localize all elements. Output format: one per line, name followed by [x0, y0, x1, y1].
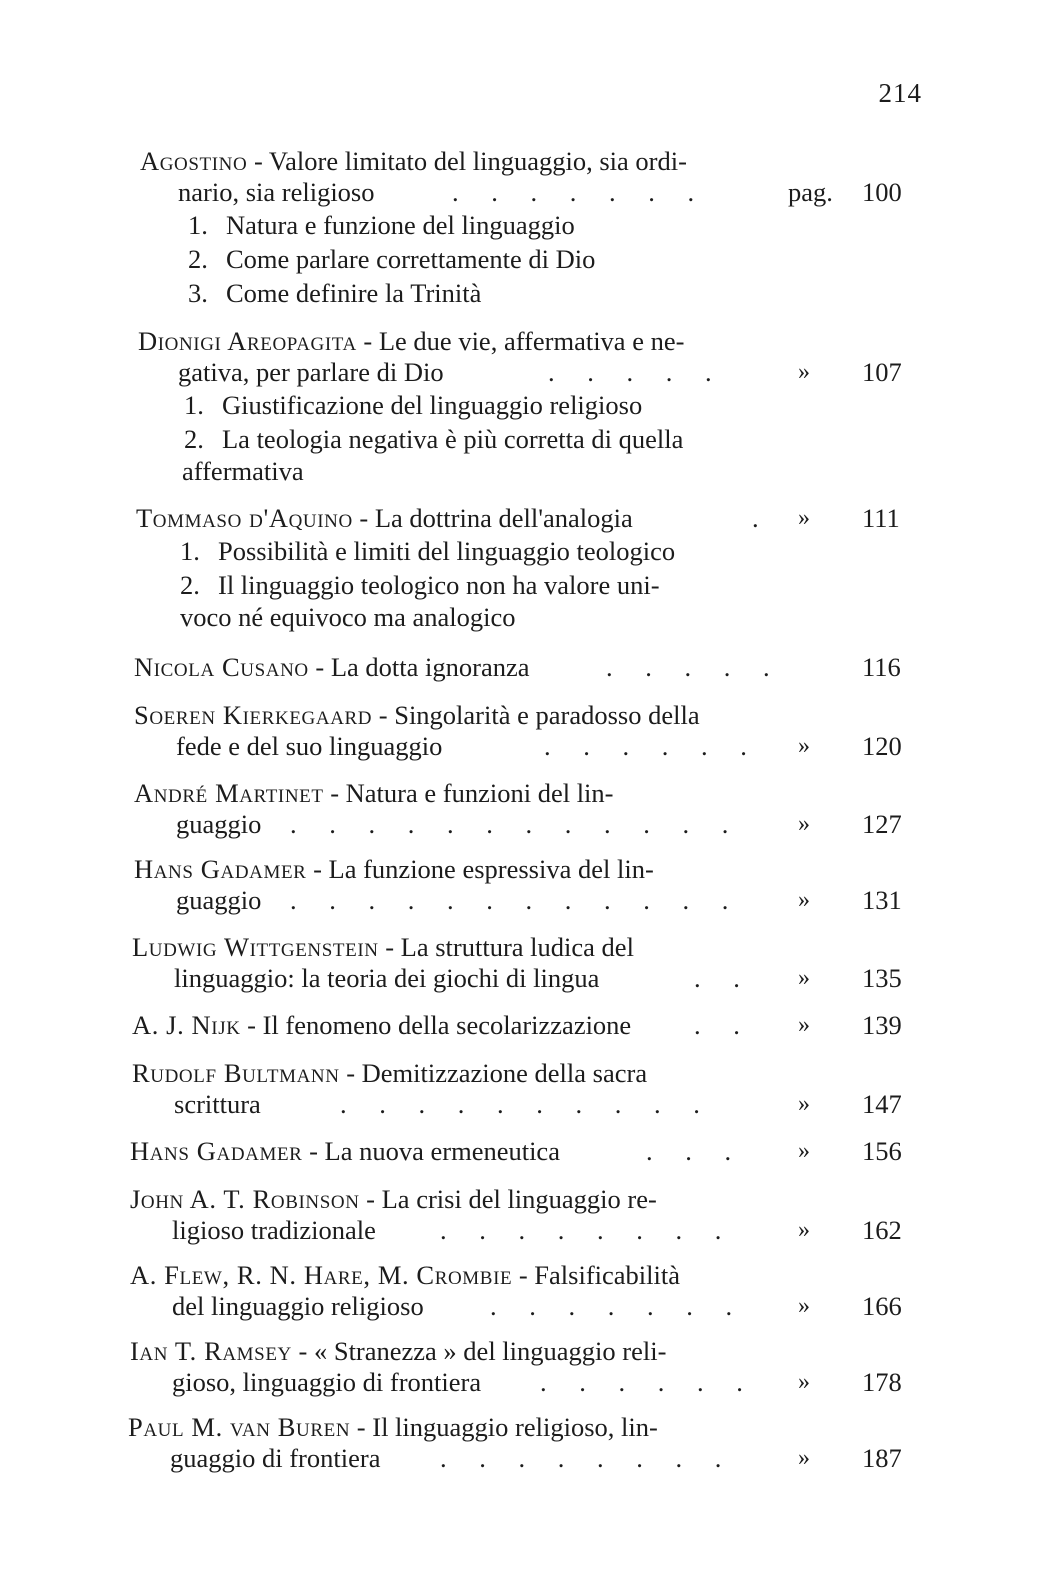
entry-author: Soeren Kierkegaard: [134, 700, 373, 730]
toc-entry: [0, 854, 1040, 916]
entry-title-line: [0, 731, 1040, 762]
entry-title: - La struttura ludica del: [385, 932, 634, 962]
toc-entry: [0, 1260, 1040, 1322]
entry-author: Hans Gadamer: [130, 1136, 303, 1166]
toc-entry: [0, 1184, 1040, 1246]
sub-item-text: Natura e funzione del linguaggio: [226, 210, 575, 240]
entry-title: - Natura e funzioni del lin-: [330, 778, 614, 808]
entry-title-continuation: nario, sia religioso: [178, 177, 375, 207]
entry-title: - Demitizzazione della sacra: [346, 1058, 648, 1088]
sub-item-text: La teologia negativa è più corretta di quella: [222, 424, 684, 454]
entry-title-continuation: fede e del suo linguaggio: [176, 731, 443, 761]
leader-dots: . . . . . . . . . .: [340, 1089, 713, 1119]
page-marker: »: [798, 887, 810, 913]
entry-title-line: [0, 809, 1040, 840]
sub-item-number: 1.: [184, 390, 204, 420]
entry-title-continuation: gativa, per parlare di Dio: [178, 357, 444, 387]
entry-page-number: 187: [862, 1443, 902, 1473]
sub-item-number: 2.: [184, 424, 204, 454]
page-marker: »: [798, 811, 810, 837]
entry-title-line: [0, 652, 1040, 683]
entry-title-continuation: scrittura: [174, 1089, 261, 1119]
page-marker: »: [798, 359, 810, 385]
entry-title: - La nuova ermeneutica: [309, 1136, 560, 1166]
entry-title-line: [0, 1184, 1040, 1215]
entry-author: Nicola Cusano: [134, 652, 309, 682]
entry-title-line: [0, 503, 1040, 534]
toc-entry: [0, 503, 1040, 633]
entry-title: - Singolarità e paradosso della: [378, 700, 700, 730]
entry-page-number: 107: [862, 357, 902, 387]
toc-entry: [0, 700, 1040, 762]
sub-item-text: Come parlare correttamente di Dio: [226, 244, 596, 274]
toc-entry: [0, 1412, 1040, 1474]
entry-title: - La dottrina dell'analogia: [359, 503, 633, 533]
entry-title-continuation: del linguaggio religioso: [172, 1291, 424, 1321]
entry-page-number: 111: [862, 503, 900, 533]
leader-dots: . . . . . . . . . . . .: [290, 885, 742, 915]
toc-entry: [0, 146, 1040, 310]
entry-title-line: [0, 177, 1040, 208]
entry-title: - Il linguaggio religioso, lin-: [356, 1412, 658, 1442]
toc-entry: [0, 1058, 1040, 1120]
entry-title: - La crisi del linguaggio re-: [366, 1184, 657, 1214]
entry-page-number: 147: [862, 1089, 902, 1119]
entry-title: - « Stranezza » del linguaggio reli-: [298, 1336, 667, 1366]
toc-entry: [0, 778, 1040, 840]
entry-author: Ludwig Wittgenstein: [132, 932, 379, 962]
entry-title-line: [0, 1136, 1040, 1167]
sub-item: [132, 534, 1040, 568]
sub-item: [140, 208, 1040, 242]
leader-dots: . . . . . . .: [452, 177, 708, 207]
entry-title-line: [0, 357, 1040, 388]
entry-author: Paul M. van Buren: [128, 1412, 351, 1442]
page-marker: »: [798, 1138, 810, 1164]
entry-title-line: [0, 778, 1040, 809]
toc-entry: [0, 326, 1040, 487]
entry-author: Ian T. Ramsey: [130, 1336, 292, 1366]
sub-item-number: 2.: [180, 570, 200, 600]
page-number: 214: [878, 78, 922, 108]
entry-title-line: [0, 1336, 1040, 1367]
entry-title-line: [0, 1260, 1040, 1291]
sub-item-text: Giustificazione del linguaggio religioso: [222, 390, 643, 420]
entry-page-number: 116: [862, 652, 901, 682]
page-marker: »: [798, 1012, 810, 1038]
leader-dots: . . . . .: [548, 357, 725, 387]
sub-item: [132, 568, 1040, 602]
sub-item: [136, 388, 1040, 422]
entry-title-line: [0, 854, 1040, 885]
entry-title-continuation: ligioso tradizionale: [172, 1215, 376, 1245]
entry-title: - La funzione espressiva del lin-: [313, 854, 654, 884]
entry-page-number: 178: [862, 1367, 902, 1397]
entry-title-line: [0, 1010, 1040, 1041]
leader-dots: . . .: [646, 1136, 745, 1166]
sub-item-number: 1.: [180, 536, 200, 566]
sub-item-text: Come definire la Trinità: [226, 278, 482, 308]
entry-title-continuation: linguaggio: la teoria dei giochi di lingua: [174, 963, 600, 993]
entry-title-line: [0, 146, 1040, 177]
entry-author: Agostino: [140, 146, 248, 176]
sub-item: [136, 422, 1040, 456]
entry-page-number: 131: [862, 885, 902, 915]
entry-title: - La dotta ignoranza: [315, 652, 530, 682]
entry-title-line: [0, 1443, 1040, 1474]
leader-dots: .: [752, 503, 772, 533]
entry-author: A. J. Nijk: [132, 1010, 241, 1040]
entry-title-line: [0, 1291, 1040, 1322]
page-marker: »: [798, 1293, 810, 1319]
page-marker: pag.: [788, 177, 833, 207]
entry-author: A. Flew, R. N. Hare, M. Crombie: [130, 1260, 513, 1290]
leader-dots: . . . . . . . .: [440, 1215, 735, 1245]
sub-item-number: 2.: [188, 244, 208, 274]
entry-title-continuation: guaggio: [176, 885, 262, 915]
entry-author: Rudolf Bultmann: [132, 1058, 340, 1088]
leader-dots: . . . . . . .: [490, 1291, 746, 1321]
entry-title: - Le due vie, affermativa e ne-: [363, 326, 685, 356]
entry-title-line: [0, 1058, 1040, 1089]
entry-title-line: [0, 1367, 1040, 1398]
entry-page-number: 156: [862, 1136, 902, 1166]
leader-dots: . . . . . .: [540, 1367, 756, 1397]
sub-item-continuation: affermativa: [182, 456, 304, 486]
sub-item-continuation: voco né equivoco ma analogico: [180, 602, 516, 632]
sub-item: [140, 242, 1040, 276]
page-marker: »: [798, 1445, 810, 1471]
sub-item-text: Possibilità e limiti del linguaggio teologico: [218, 536, 676, 566]
toc-entry: [0, 652, 1040, 683]
entry-page-number: 139: [862, 1010, 902, 1040]
leader-dots: . . . . . . . .: [440, 1443, 735, 1473]
leader-dots: . .: [694, 1010, 753, 1040]
entry-page-number: 127: [862, 809, 902, 839]
page-marker: »: [798, 1369, 810, 1395]
entry-title-continuation: guaggio: [176, 809, 262, 839]
leader-dots: . . . . . .: [544, 731, 760, 761]
entry-author: Dionigi Areopagita: [138, 326, 357, 356]
leader-dots: . .: [694, 963, 753, 993]
entry-title-line: [0, 1215, 1040, 1246]
entry-page-number: 135: [862, 963, 902, 993]
leader-dots: . . . . .: [606, 652, 783, 682]
page-marker: »: [798, 505, 810, 531]
entry-title-continuation: guaggio di frontiera: [170, 1443, 381, 1473]
sub-item-text: Il linguaggio teologico non ha valore uni-: [218, 570, 660, 600]
entry-title-line: [0, 963, 1040, 994]
entry-title: - Falsificabilità: [518, 1260, 680, 1290]
entry-title-line: [0, 932, 1040, 963]
entry-title-line: [0, 326, 1040, 357]
entry-author: André Martinet: [134, 778, 324, 808]
page-marker: »: [798, 965, 810, 991]
entry-title-line: [0, 885, 1040, 916]
entry-title-line: [0, 700, 1040, 731]
entry-title-line: [0, 1412, 1040, 1443]
page-marker: »: [798, 1217, 810, 1243]
toc-entry: [0, 1136, 1040, 1167]
entry-page-number: 162: [862, 1215, 902, 1245]
sub-item-number: 3.: [188, 278, 208, 308]
toc-entry: [0, 932, 1040, 994]
entry-title-continuation: gioso, linguaggio di frontiera: [172, 1367, 482, 1397]
entry-title: - Il fenomeno della secolarizzazione: [247, 1010, 632, 1040]
entry-page-number: 100: [862, 177, 902, 207]
entry-author: Hans Gadamer: [134, 854, 307, 884]
entry-page-number: 166: [862, 1291, 902, 1321]
page-marker: »: [798, 733, 810, 759]
entry-title: - Valore limitato del linguaggio, sia ordi-: [253, 146, 687, 176]
entry-author: Tommaso d'Aquino: [136, 503, 353, 533]
sub-item: [140, 276, 1040, 310]
leader-dots: . . . . . . . . . . . .: [290, 809, 742, 839]
toc-entry: [0, 1010, 1040, 1041]
toc-entry: [0, 1336, 1040, 1398]
entry-page-number: 120: [862, 731, 902, 761]
sub-item-number: 1.: [188, 210, 208, 240]
page-marker: »: [798, 1091, 810, 1117]
entry-title-line: [0, 1089, 1040, 1120]
entry-author: John A. T. Robinson: [130, 1184, 360, 1214]
